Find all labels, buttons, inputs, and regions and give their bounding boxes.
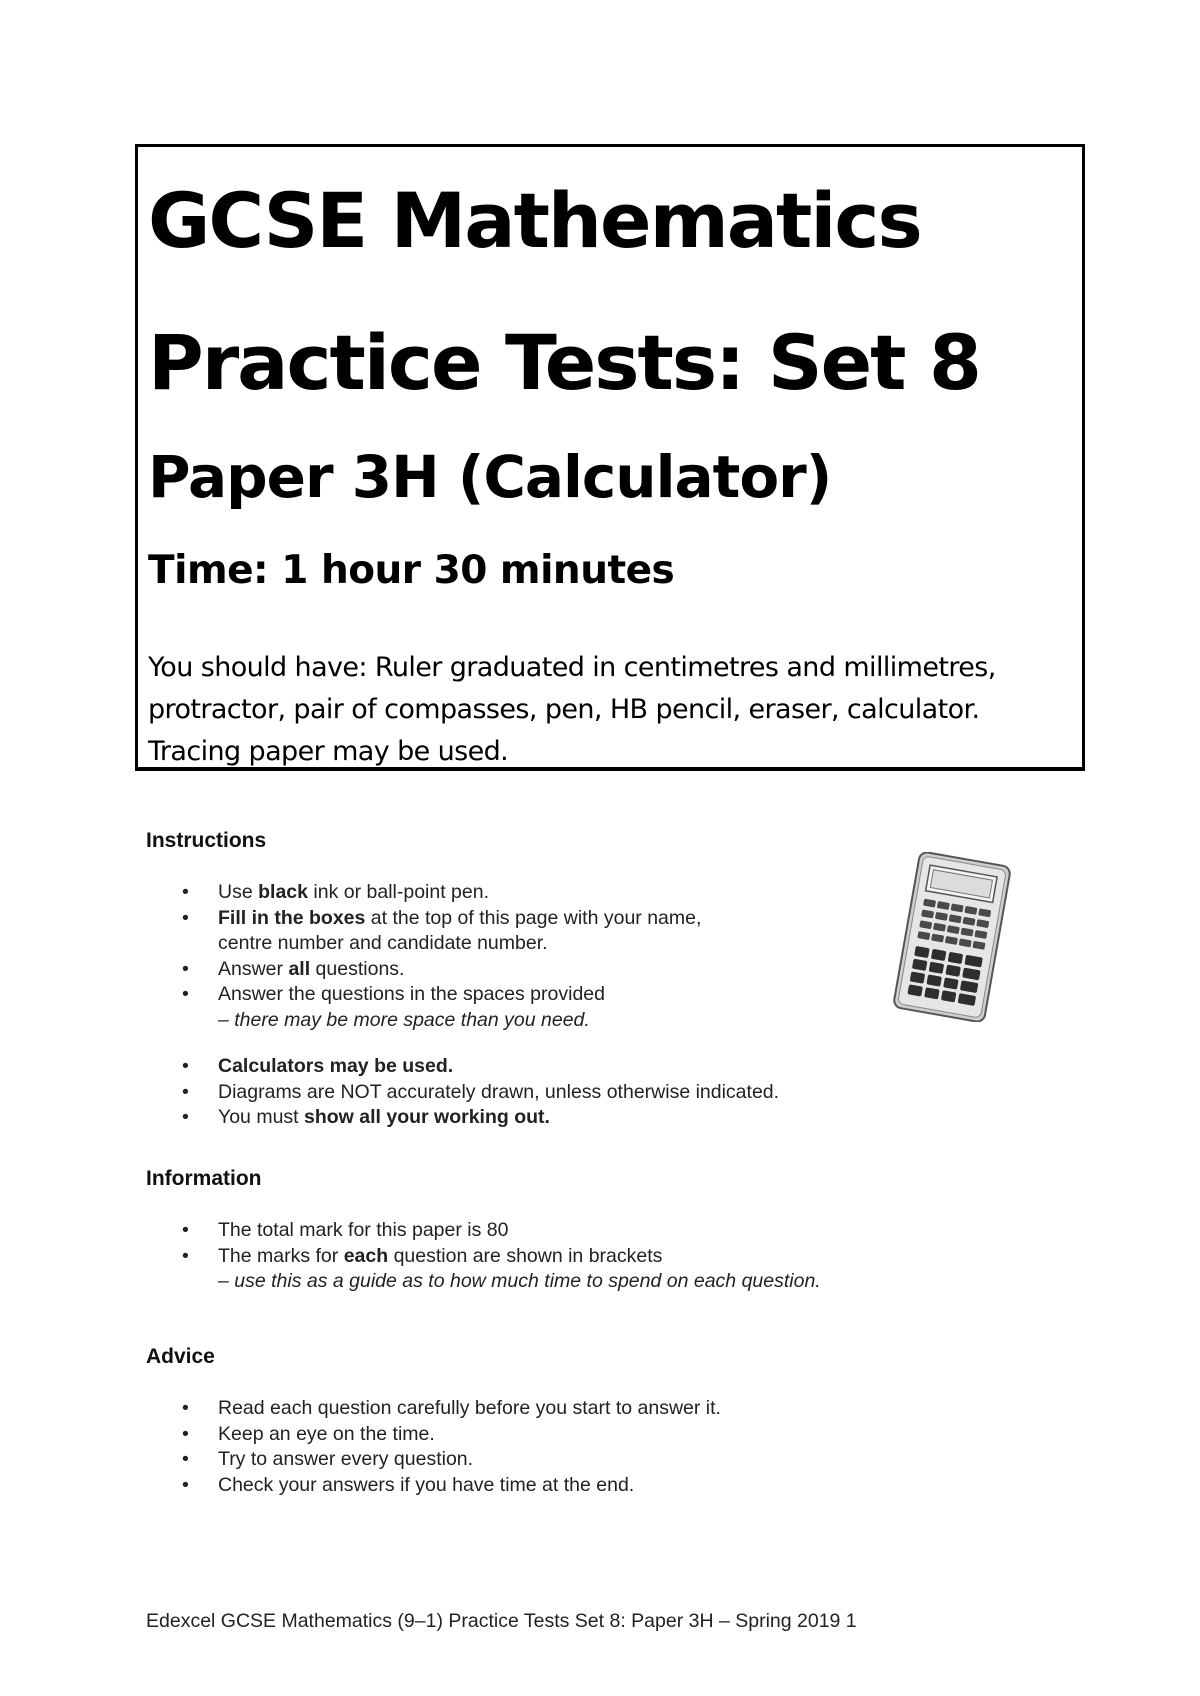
title-line-2: Practice Tests: Set 8	[148, 318, 980, 407]
bullet-icon: •	[182, 1473, 189, 1496]
instructions-list	[146, 880, 701, 1033]
list-item: • Fill in the boxes at the top of this page with your name, centre number and candidate number.	[182, 906, 702, 954]
list-item: • The marks for each question are shown in brackets – use this as a guide as to how much time to spend on each question.	[182, 1244, 821, 1292]
advice-list	[146, 1396, 721, 1498]
bullet-icon: •	[182, 1244, 189, 1267]
equipment-note: You should have: Ruler graduated in centimetres and millimetres, protractor, pair of compasses, pen, HB pencil, eraser, calculator. Tracing paper may be used.	[148, 652, 996, 767]
instructions-list-2	[146, 1054, 779, 1131]
list-item: • Use black ink or ball-point pen.	[146, 880, 701, 906]
bullet-icon: •	[182, 1080, 189, 1103]
information-heading: Information	[146, 1167, 262, 1190]
list-item: • You must show all your working out.	[146, 1105, 779, 1131]
bullet-icon: •	[182, 881, 189, 903]
list-item: • Diagrams are NOT accurately drawn, unless otherwise indicated.	[146, 1080, 779, 1106]
advice-heading: Advice	[146, 1345, 215, 1368]
list-item: • Answer all questions.	[146, 957, 701, 983]
bullet-icon: •	[182, 1422, 189, 1445]
list-item: • Check your answers if you have time at the end.	[146, 1473, 721, 1499]
bullet-icon: •	[182, 983, 189, 1005]
bullet-icon: •	[182, 1219, 189, 1241]
calculator-icon	[892, 852, 1012, 1022]
title-line-1: GCSE Mathematics	[148, 176, 921, 265]
list-item: • Read each question carefully before you start to answer it.	[146, 1396, 721, 1422]
bullet-icon: •	[182, 1448, 189, 1470]
list-item: • Try to answer every question.	[146, 1447, 721, 1473]
bullet-icon: •	[182, 957, 189, 980]
page-footer: Edexcel GCSE Mathematics (9–1) Practice Tests Set 8: Paper 3H – Spring 2019 1	[146, 1610, 857, 1632]
list-item: • The total mark for this paper is 80	[146, 1218, 821, 1244]
bullet-icon: •	[182, 1106, 189, 1128]
instructions-heading: Instructions	[146, 829, 267, 852]
list-item: • Answer the questions in the spaces provided – there may be more space than you need.	[182, 983, 605, 1031]
bullet-icon: •	[182, 1397, 189, 1419]
bullet-icon: •	[182, 1055, 189, 1077]
list-item: • Keep an eye on the time.	[146, 1422, 721, 1448]
information-list	[146, 1218, 821, 1295]
time-allowed: Time: 1 hour 30 minutes	[148, 548, 675, 593]
list-item: • Calculators may be used.	[146, 1054, 779, 1080]
title-box	[135, 144, 1085, 771]
paper-title: Paper 3H (Calculator)	[148, 443, 832, 511]
bullet-icon: •	[182, 906, 189, 929]
